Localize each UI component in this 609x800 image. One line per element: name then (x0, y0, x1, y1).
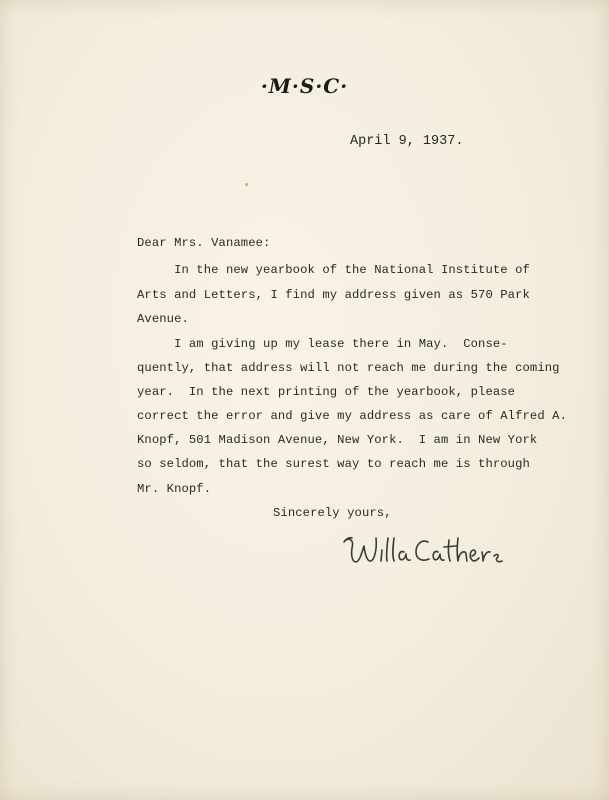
body-line: so seldom, that the surest way to reach me is through (137, 457, 530, 471)
body-line: In the new yearbook of the National Institute of (137, 263, 530, 277)
body-line: Avenue. (137, 312, 189, 326)
paper-speck (245, 183, 248, 186)
body-line: year. In the next printing of the yearbook, please (137, 385, 516, 399)
salutation: Dear Mrs. Vanamee: (137, 236, 271, 250)
body-line: correct the error and give my address as care of Alfred A. (137, 409, 567, 423)
letterhead-monogram: ·M·S·C· (260, 74, 349, 98)
letter-date: April 9, 1937. (350, 134, 464, 149)
handwritten-signature (340, 528, 515, 578)
body-line: I am giving up my lease there in May. Conse- (137, 337, 508, 351)
body-line: Arts and Letters, I find my address given as 570 Park (137, 288, 530, 302)
closing: Sincerely yours, (273, 506, 392, 520)
body-line: Knopf, 501 Madison Avenue, New York. I am in New York (137, 433, 538, 447)
body-line: Mr. Knopf. (137, 482, 212, 496)
body-line: quently, that address will not reach me during the coming (137, 361, 560, 375)
